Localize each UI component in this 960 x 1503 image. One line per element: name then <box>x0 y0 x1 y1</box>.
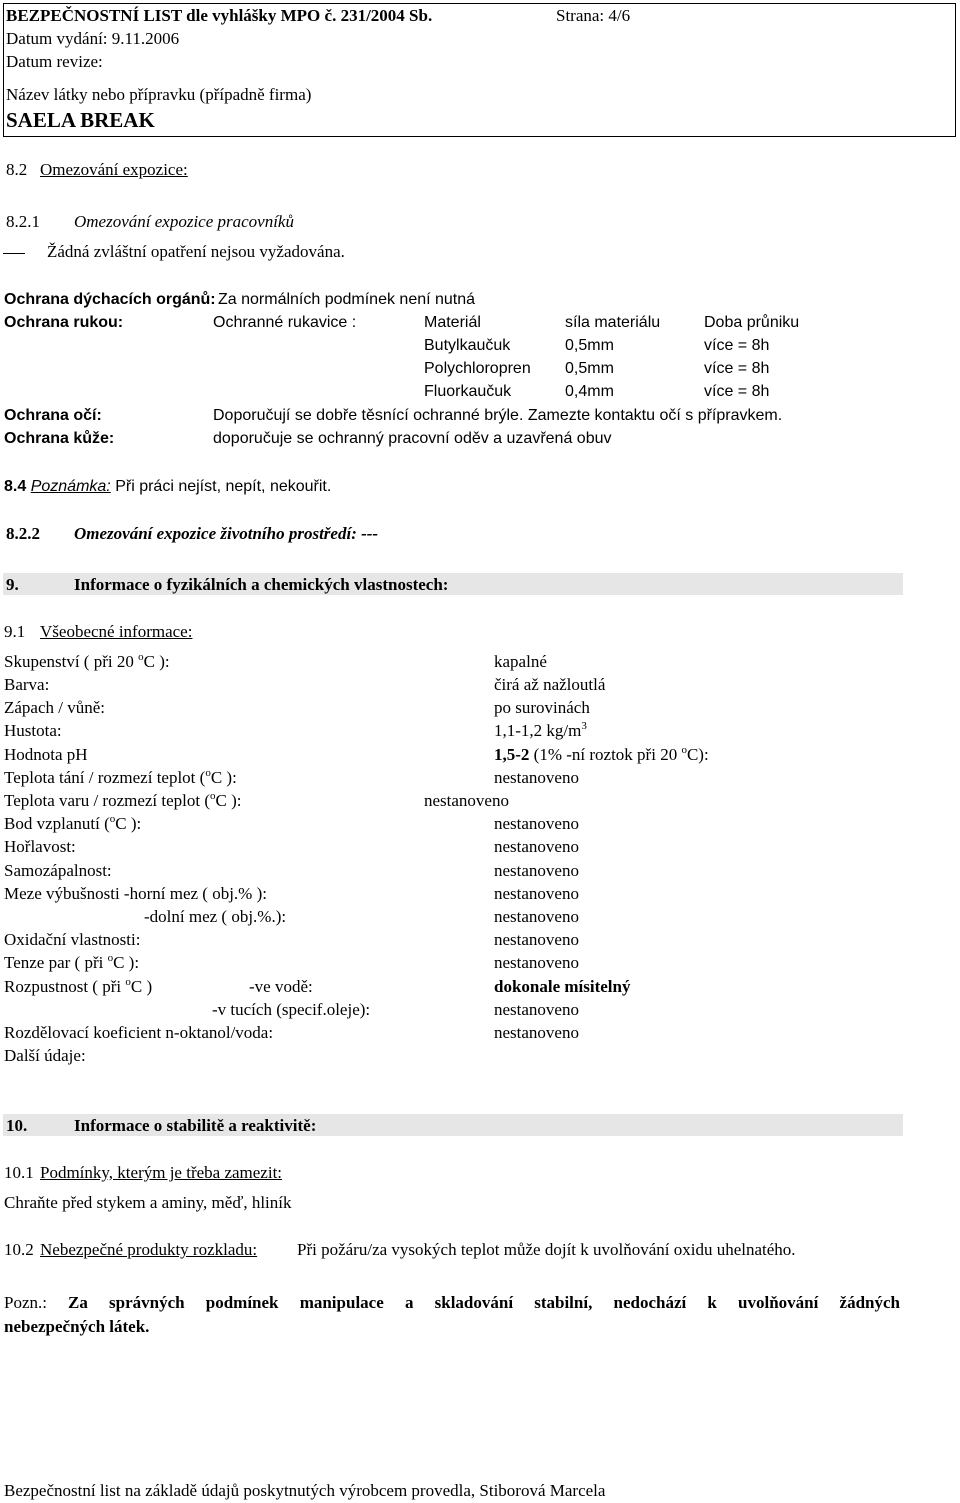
vapor-pressure-label: Tenze par ( při $^o$C ): <box>4 952 140 972</box>
density-label: Hustota: <box>4 721 62 740</box>
note-text: Při práci nejíst, nepít, nekouřit. <box>115 478 332 495</box>
odor-value: po surovinách <box>494 698 590 717</box>
page-number: Strana: 4/6 <box>556 6 631 25</box>
explosion-upper-label: Meze výbušnosti -horní mez ( obj.% ): <box>4 884 267 903</box>
dash-bullet <box>3 253 25 254</box>
solubility-label: Rozpustnost ( při $^o$C ) <box>4 976 153 996</box>
respiratory-protection-text: Za normálních podmínek není nutná <box>218 291 476 308</box>
boiling-point-label: Teplota varu / rozmezí teplot ($^o$C ): <box>4 790 242 810</box>
gloves-header-breakthrough: Doba průniku <box>704 314 800 331</box>
explosion-lower-value: nestanoveno <box>494 907 579 926</box>
section-10-number: 10. <box>6 1116 28 1135</box>
respiratory-protection-label: Ochrana dýchacích orgánů: <box>4 291 216 308</box>
note-label: Poznámka: <box>30 478 111 495</box>
glove-thickness: 0,5mm <box>565 337 614 354</box>
footer-text: Bezpečnostní list na základě údajů poskytnutých výrobcem provedla, Stiborová Marcela <box>4 1481 606 1500</box>
section-8-2-2-number: 8.2.2 <box>6 524 40 543</box>
flammability-label: Hořlavost: <box>4 837 76 856</box>
section-10-1-text: Chraňte před stykem a aminy, měď, hliník <box>4 1193 292 1212</box>
remark-line-2: nebezpečných látek. <box>4 1317 150 1336</box>
oxidizing-label: Oxidační vlastnosti: <box>4 930 141 949</box>
solubility-water-label: -ve vodě: <box>249 977 313 996</box>
section-9-title: Informace o fyzikálních a chemických vlastnostech: <box>74 575 449 594</box>
section-10-1-title: Podmínky, kterým je třeba zamezit: <box>40 1163 283 1182</box>
density-value: 1,1-1,2 $kg/m^3$ <box>494 720 587 740</box>
section-10-title: Informace o stabilitě a reaktivitě: <box>74 1116 317 1135</box>
partition-coefficient-value: nestanoveno <box>494 1023 579 1042</box>
section-9-1-number: 9.1 <box>4 622 26 641</box>
color-label: Barva: <box>4 675 50 694</box>
state-value: kapalné <box>494 652 547 671</box>
section-9-number: 9. <box>6 575 19 594</box>
section-8-2-1-text: Žádná zvláštní opatření nejsou vyžadována. <box>47 242 345 261</box>
remark-line-1: Za správných podmínek manipulace a skladování stabilní, nedochází k uvolňování žádných <box>68 1293 900 1312</box>
section-8-2-2-title: Omezování expozice životního prostředí: --- <box>74 524 379 543</box>
skin-protection-text: doporučuje se ochranný pracovní oděv a uzavřená obuv <box>213 430 612 447</box>
ph-value: 1,5-2 (1% -ní roztok při 20 $^o$C): <box>494 744 709 764</box>
section-9-1-title: Všeobecné informace: <box>40 622 193 641</box>
explosion-upper-value: nestanoveno <box>494 884 579 903</box>
flash-point-label: Bod vzplanutí ($^o$C ): <box>4 813 142 833</box>
flash-point-value: nestanoveno <box>494 814 579 833</box>
eye-protection-label: Ochrana očí: <box>4 407 102 424</box>
color-value: čirá až nažloutlá <box>494 675 606 694</box>
section-10-2-title: Nebezpečné produkty rozkladu: <box>40 1240 258 1259</box>
solubility-fat-label: -v tucích (specif.oleje): <box>212 1000 371 1019</box>
glove-breakthrough: více = 8h <box>704 360 770 377</box>
boiling-point-value: nestanoveno <box>424 791 509 810</box>
section-10-2-text: Při požáru/za vysokých teplot může dojít k uvolňování oxidu uhelnatého. <box>297 1240 796 1259</box>
glove-thickness: 0,5mm <box>565 360 614 377</box>
product-name: SAELA BREAK <box>6 108 155 132</box>
hand-protection-label: Ochrana rukou: <box>4 314 124 331</box>
other-data-label: Další údaje: <box>4 1046 86 1065</box>
glove-breakthrough: více = 8h <box>704 383 770 400</box>
melting-point-label: Teplota tání / rozmezí teplot ($^o$C ): <box>4 767 237 787</box>
explosion-lower-label: -dolní mez ( obj.%.): <box>144 907 287 926</box>
solubility-water-value: dokonale mísitelný <box>494 977 631 996</box>
note-line <box>4 477 331 497</box>
vapor-pressure-value: nestanoveno <box>494 953 579 972</box>
section-8-2-1-title: Omezování expozice pracovníků <box>74 212 294 231</box>
ph-label: Hodnota pH <box>4 745 88 764</box>
flammability-value: nestanoveno <box>494 837 579 856</box>
skin-protection-label: Ochrana kůže: <box>4 430 115 447</box>
glove-material: Butylkaučuk <box>424 337 511 354</box>
issue-date: Datum vydání: 9.11.2006 <box>6 29 180 48</box>
section-8-2-title: Omezování expozice: <box>40 160 188 179</box>
autoignition-value: nestanoveno <box>494 861 579 880</box>
state-label: Skupenství ( při 20 $^o$C ): <box>4 651 170 671</box>
document-title: BEZPEČNOSTNÍ LIST dle vyhlášky MPO č. 231/2004 Sb. <box>6 6 433 25</box>
note-number: 8.4 <box>4 478 27 495</box>
glove-thickness: 0,4mm <box>565 383 614 400</box>
odor-label: Zápach / vůně: <box>4 698 106 717</box>
gloves-header-thickness: síla materiálu <box>565 314 661 331</box>
section-8-2-1-number: 8.2.1 <box>6 212 40 231</box>
section-10-1-number: 10.1 <box>4 1163 34 1182</box>
eye-protection-text: Doporučují se dobře těsnící ochranné brýle. Zamezte kontaktu očí s přípravkem. <box>213 407 783 424</box>
partition-coefficient-label: Rozdělovací koeficient n-oktanol/voda: <box>4 1023 274 1042</box>
melting-point-value: nestanoveno <box>494 768 579 787</box>
oxidizing-value: nestanoveno <box>494 930 579 949</box>
glove-breakthrough: více = 8h <box>704 337 770 354</box>
autoignition-label: Samozápalnost: <box>4 861 112 880</box>
glove-material: Fluorkaučuk <box>424 383 512 400</box>
product-name-label: Název látky nebo přípravku (případně firma) <box>6 85 312 104</box>
gloves-header-material: Materiál <box>424 314 481 331</box>
solubility-fat-value: nestanoveno <box>494 1000 579 1019</box>
section-8-2-number: 8.2 <box>6 160 28 179</box>
glove-material: Polychloropren <box>424 360 531 377</box>
remark-label: Pozn.: <box>4 1293 47 1312</box>
section-10-2-number: 10.2 <box>4 1240 34 1259</box>
hand-protection-text: Ochranné rukavice : <box>213 314 357 331</box>
revision-date: Datum revize: <box>6 52 103 71</box>
